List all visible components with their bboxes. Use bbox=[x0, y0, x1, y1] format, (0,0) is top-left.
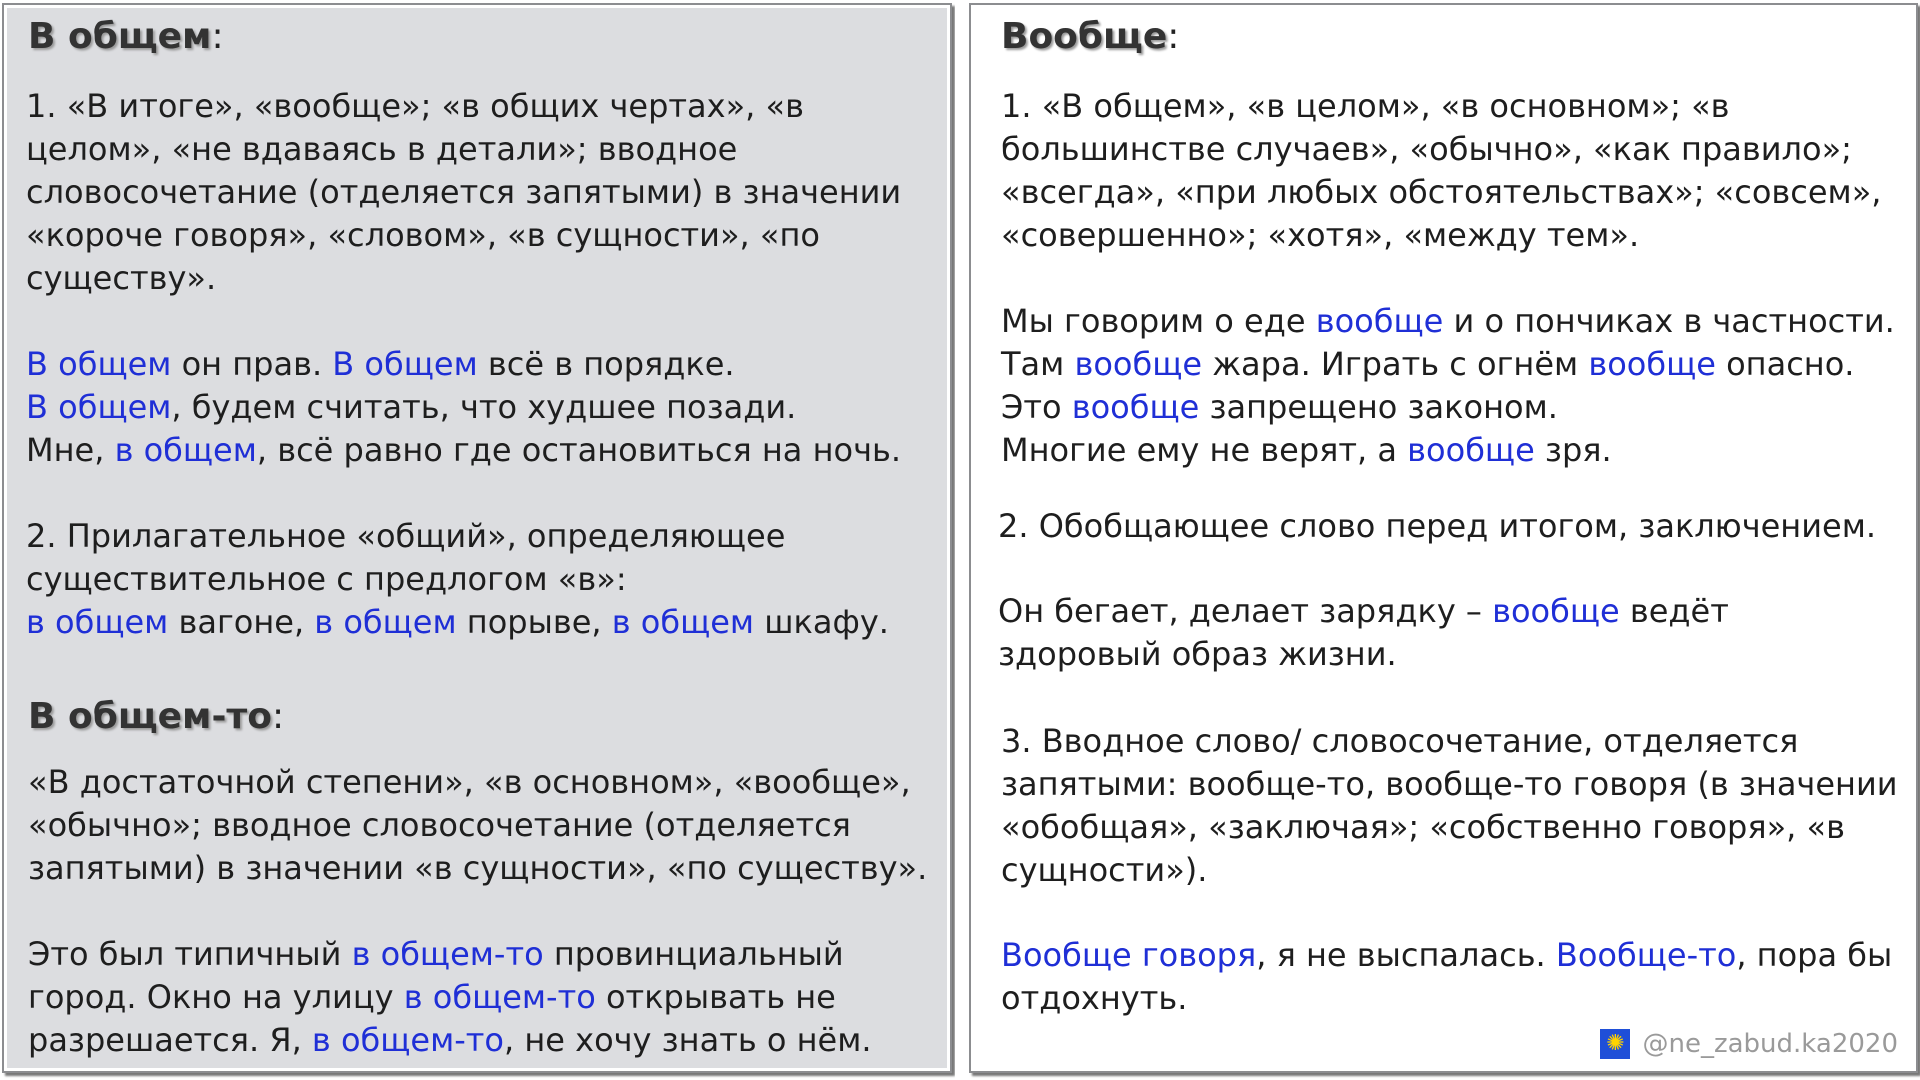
heading-colon: : bbox=[211, 16, 224, 57]
example-line bbox=[28, 933, 872, 976]
definition-2 bbox=[26, 515, 889, 644]
example-line bbox=[26, 429, 901, 472]
def-line: «В достаточной степени», «в основном», «вообще», bbox=[28, 763, 911, 801]
example-line: здоровый образ жизни. bbox=[998, 635, 1397, 673]
examples-2 bbox=[28, 933, 872, 1062]
example-text: шкафу. bbox=[754, 603, 889, 641]
definition-2 bbox=[998, 505, 1876, 548]
definition-3 bbox=[28, 761, 927, 890]
example-text: , я не выспалась. bbox=[1256, 936, 1556, 974]
definition-3 bbox=[1001, 720, 1898, 892]
watermark-text: @ne_zabud.ka2020 bbox=[1642, 1029, 1898, 1059]
example-text: он прав. bbox=[171, 345, 333, 383]
example-text: Там bbox=[1001, 345, 1075, 383]
panel-divider bbox=[955, 0, 967, 1080]
example-text: ведёт bbox=[1619, 592, 1729, 630]
def-line: 2. Прилагательное «общий», определяющее bbox=[26, 517, 786, 555]
def-line: сущности»). bbox=[1001, 851, 1208, 889]
def-line: существу». bbox=[26, 259, 217, 297]
def-line: целом», «не вдаваясь в детали»; вводное bbox=[26, 130, 738, 168]
example-text: Это был типичный bbox=[28, 935, 352, 973]
example-line bbox=[26, 386, 901, 429]
example-line bbox=[1001, 343, 1895, 386]
example-line bbox=[998, 590, 1729, 633]
highlight-term: в общем bbox=[314, 603, 457, 641]
example-text: открывать не bbox=[595, 978, 836, 1016]
def-line: «обобщая», «заключая»; «собственно говоря», «в bbox=[1001, 808, 1845, 846]
heading-text: В общем-то bbox=[28, 696, 273, 737]
example-text: , пора бы bbox=[1736, 936, 1893, 974]
highlight-term: вообще bbox=[1492, 592, 1620, 630]
example-line bbox=[28, 1019, 872, 1062]
watermark bbox=[1600, 1029, 1898, 1059]
example-text: Он бегает, делает зарядку – bbox=[998, 592, 1493, 630]
highlight-term: в общем bbox=[26, 603, 169, 641]
heading-voobshche bbox=[1001, 15, 1179, 59]
example-text: Это bbox=[1001, 388, 1072, 426]
def-line: «короче говоря», «словом», «в сущности», «по bbox=[26, 216, 820, 254]
highlight-term: в общем bbox=[611, 603, 755, 641]
heading-colon: : bbox=[272, 696, 285, 737]
example-text: вагоне, bbox=[168, 603, 315, 641]
def-line: большинстве случаев», «обычно», «как правило»; bbox=[1001, 130, 1852, 168]
highlight-term: в общем bbox=[114, 431, 257, 469]
heading-text: В общем bbox=[28, 16, 212, 57]
highlight-term: в общем-то bbox=[351, 935, 544, 973]
highlight-term: в общем-то bbox=[311, 1021, 504, 1059]
highlight-term: Вообще говоря bbox=[1001, 936, 1257, 974]
def-line: 2. Обобщающее слово перед итогом, заключением. bbox=[998, 507, 1876, 545]
example-text: , всё равно где остановиться на ночь. bbox=[256, 431, 902, 469]
example-line: отдохнуть. bbox=[1001, 979, 1188, 1017]
example-text: разрешается. Я, bbox=[28, 1021, 312, 1059]
heading-v-obshchem-to bbox=[28, 695, 284, 739]
example-line bbox=[26, 343, 901, 386]
def-line: «всегда», «при любых обстоятельствах»; «совсем», bbox=[1001, 173, 1882, 211]
def-line: 1. «В итоге», «вообще»; «в общих чертах», «в bbox=[26, 87, 804, 125]
example-line bbox=[26, 601, 889, 644]
def-line: словосочетание (отделяется запятыми) в значении bbox=[26, 173, 902, 211]
example-line bbox=[1001, 429, 1895, 472]
example-text: порыве, bbox=[456, 603, 612, 641]
highlight-term: вообще bbox=[1407, 431, 1535, 469]
highlight-term: В общем bbox=[332, 345, 478, 383]
example-text: провинциальный bbox=[543, 935, 844, 973]
highlight-term: вообще bbox=[1074, 345, 1203, 383]
definition-1 bbox=[26, 85, 901, 300]
examples-3 bbox=[1001, 934, 1892, 1020]
highlight-term: В общем bbox=[26, 388, 172, 426]
star-logo-icon: ✺ bbox=[1600, 1029, 1630, 1059]
example-text: Многие ему не верят, а bbox=[1001, 431, 1408, 469]
examples-2 bbox=[998, 590, 1729, 676]
definition-1 bbox=[1001, 85, 1881, 257]
highlight-term: Вообще-то bbox=[1555, 936, 1737, 974]
example-text: и о пончиках в частности. bbox=[1443, 302, 1895, 340]
highlight-term: вообще bbox=[1315, 302, 1444, 340]
example-line bbox=[1001, 934, 1892, 977]
example-line bbox=[28, 976, 872, 1019]
def-line: «совершенно»; «хотя», «между тем». bbox=[1001, 216, 1640, 254]
example-text: , будем считать, что худшее позади. bbox=[171, 388, 797, 426]
highlight-term: В общем bbox=[26, 345, 172, 383]
def-line: запятыми: вообще-то, вообще-то говоря (в значении bbox=[1001, 765, 1898, 803]
example-text: зря. bbox=[1534, 431, 1612, 469]
example-text: жара. Играть с огнём bbox=[1202, 345, 1589, 383]
highlight-term: в общем-то bbox=[403, 978, 596, 1016]
examples-1 bbox=[1001, 300, 1895, 472]
example-text: город. Окно на улицу bbox=[28, 978, 404, 1016]
example-text: всё в порядке. bbox=[477, 345, 735, 383]
def-line: существительное с предлогом «в»: bbox=[26, 560, 627, 598]
def-line: 1. «В общем», «в целом», «в основном»; «в bbox=[1001, 87, 1730, 125]
example-text: запрещено законом. bbox=[1199, 388, 1558, 426]
heading-text: Вообще bbox=[1001, 16, 1168, 57]
right-panel bbox=[969, 3, 1918, 1073]
def-line: «обычно»; вводное словосочетание (отделяется bbox=[28, 806, 851, 844]
left-panel bbox=[2, 3, 952, 1073]
example-text: , не хочу знать о нём. bbox=[504, 1021, 872, 1059]
example-text: Мы говорим о еде bbox=[1001, 302, 1316, 340]
example-text: Мне, bbox=[26, 431, 115, 469]
highlight-term: вообще bbox=[1071, 388, 1200, 426]
example-line bbox=[1001, 300, 1895, 343]
def-line: 3. Вводное слово/ словосочетание, отделяется bbox=[1001, 722, 1799, 760]
examples-1 bbox=[26, 343, 901, 472]
example-text: опасно. bbox=[1715, 345, 1855, 383]
highlight-term: вообще bbox=[1588, 345, 1716, 383]
example-line bbox=[1001, 386, 1895, 429]
def-line: запятыми) в значении «в сущности», «по существу». bbox=[28, 849, 928, 887]
heading-v-obshchem bbox=[28, 15, 224, 59]
heading-colon: : bbox=[1167, 16, 1180, 57]
